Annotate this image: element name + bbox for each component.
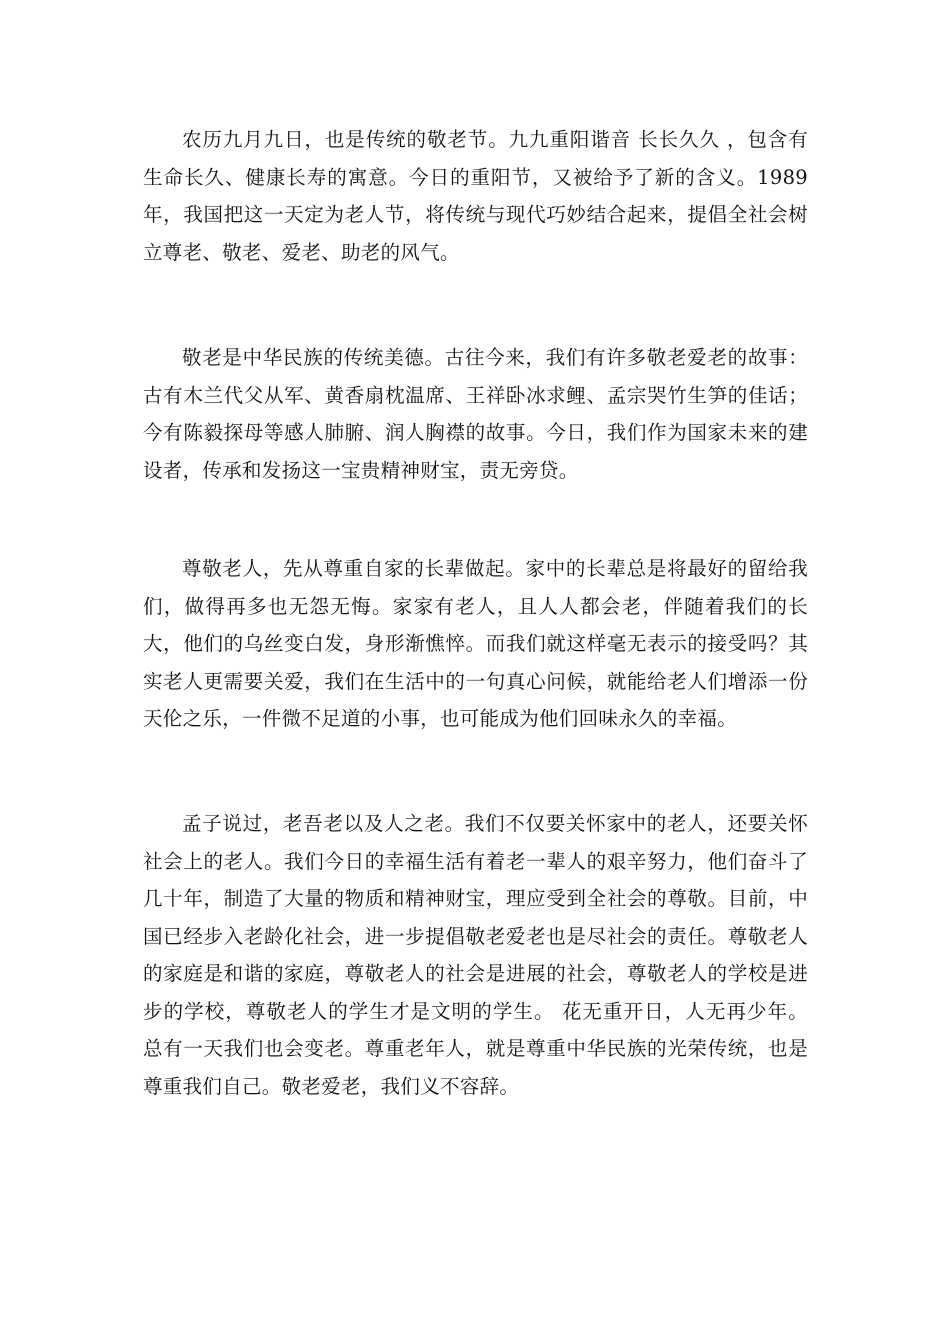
paragraph-1: 农历九月九日，也是传统的敬老节。九九重阳谐音 长长久久 ，包含有生命长久、健康长寿的寓意。今日的重阳节，又被给予了新的含义。1989年，我国把这一天定为老人节，将传统与现代巧妙结合起来，提倡全社会树立尊老、敬老、爱老、助老的风气。 <box>143 128 808 264</box>
paragraph-4: 孟子说过，老吾老以及人之老。我们不仅要关怀家中的老人，还要关怀社会上的老人。我们今日的幸福生活有着老一辈人的艰辛努力，他们奋斗了几十年，制造了大量的物质和精神财宝，理应受到全社会的尊敬。目前，中国已经步入老龄化社会，进一步提倡敬老爱老也是尽社会的责任。尊敬老人的家庭是和谐的家庭，尊敬老人的社会是进展的社会，尊敬老人的学校是进步的学校，尊敬老人的学生才是文明的学生。 花无重开日，人无再少年。 总有一天我们也会变老。尊重老年人，就是尊重中华民族的光荣传统，也是尊重我们自己。敬老爱老，我们义不容辞。 <box>143 812 808 1098</box>
paragraph-3: 尊敬老人，先从尊重自家的长辈做起。家中的长辈总是将最好的留给我们，做得再多也无怨无悔。家家有老人，且人人都会老，伴随着我们的长大，他们的乌丝变白发，身形渐憔悴。而我们就这样毫无表示的接受吗？其实老人更需要关爱，我们在生活中的一句真心问候，就能给老人们增添一份天伦之乐，一件微不足道的小事，也可能成为他们回味永久的幸福。 <box>143 557 808 730</box>
paragraph-2: 敬老是中华民族的传统美德。古往今来，我们有许多敬老爱老的故事：古有木兰代父从军、黄香扇枕温席、王祥卧冰求鲤、孟宗哭竹生笋的佳话；今有陈毅探母等感人肺腑、润人胸襟的故事。今日，我们作为国家未来的建设者，传承和发扬这一宝贵精神财宝，责无旁贷。 <box>143 346 808 482</box>
